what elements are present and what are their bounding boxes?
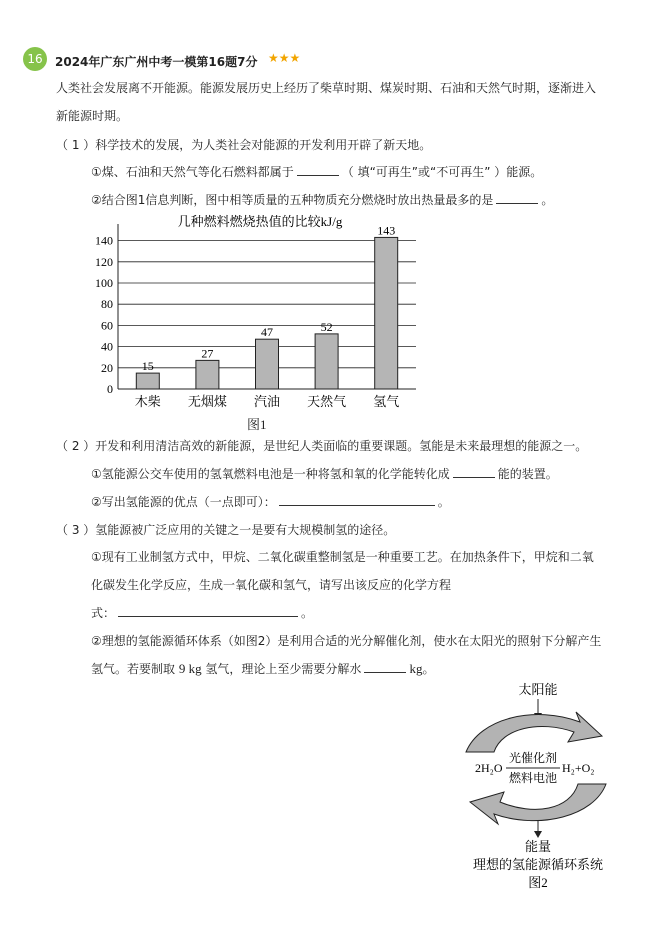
fuel-heat-bar-chart	[80, 210, 430, 435]
part3-q2-text-b: 氢气，理论上至少需要分解水	[205, 662, 362, 676]
question-header: 2024年广东广州中考一模第16题7分	[55, 55, 258, 69]
part2-question1	[91, 466, 558, 482]
y-tick-label: 120	[95, 254, 113, 269]
data-label: 52	[320, 319, 333, 334]
bottom-cycle-arrow	[470, 784, 606, 824]
category-label: 天然气	[307, 394, 347, 409]
figure1-caption: 图1	[247, 417, 267, 432]
hydrogen-cycle-diagram	[450, 680, 620, 892]
category-label: 氢气	[373, 394, 400, 409]
part2-q1-text-a: ①氢能源公交车使用的氢氧燃料电池是一种将氢和氧的化学能转化成	[91, 467, 450, 481]
energy-arrow-head	[534, 831, 542, 838]
part3-q1-text-b: 。	[301, 606, 314, 620]
part3-q2-text-a: 氢气。若要制取	[91, 662, 176, 676]
y-tick-label: 140	[95, 233, 113, 248]
y-tick-label: 0	[107, 382, 113, 396]
bar	[315, 334, 338, 389]
top-cycle-arrow	[466, 712, 602, 752]
bar	[136, 373, 159, 389]
hydrogen-oxygen-formula: H₂+O₂	[562, 761, 595, 775]
category-label: 汽油	[253, 394, 281, 409]
bar	[375, 237, 398, 389]
part2-q2-text-b: 。	[437, 495, 450, 509]
data-label: 27	[201, 346, 214, 361]
energy-label: 能量	[524, 839, 552, 854]
part1-question1	[91, 164, 542, 180]
answer-blank[interactable]	[453, 466, 495, 478]
figure2-title: 理想的氢能源循环系统	[472, 857, 604, 872]
part1-question2	[91, 192, 553, 208]
part2-q2-text-a: ②写出氢能源的优点（一点即可）：	[91, 495, 276, 509]
y-tick-label: 80	[101, 297, 113, 312]
part2-question2	[91, 494, 450, 510]
part1-q2-text-b: 。	[541, 193, 554, 207]
water-formula: 2H₂O	[475, 761, 503, 775]
part3-question1-line2: 化碳发生化学反应，生成一氧化碳和氢气，请写出该反应的化学方程	[91, 578, 452, 592]
chart-title: 几种燃料燃烧热值的比较kJ/g	[177, 214, 343, 229]
bar	[196, 360, 219, 389]
part1-q1-text-b: （ 填“可再生”或“不可再生” ）能源。	[341, 165, 543, 179]
part3-question1-line1: ①现有工业制氢方式中，甲烷、二氧化碳重整制氢是一种重要工艺。在加热条件下，甲烷和二氧	[91, 550, 594, 564]
y-tick-label: 20	[101, 360, 113, 375]
data-label: 47	[261, 325, 273, 340]
part3-question2-line2	[91, 661, 434, 677]
part1-title: （ 1 ）科学技术的发展，为人类社会对能源的开发利用开辟了新天地。	[56, 138, 432, 152]
intro-line-2: 新能源时期。	[56, 109, 129, 123]
category-label: 无烟煤	[187, 394, 227, 409]
part3-title: （ 3 ）氢能源被广泛应用的关键之一是要有大规模制氢的途径。	[56, 523, 396, 537]
intro-line-1: 人类社会发展离不开能源。能源发展历史上经历了柴草时期、煤炭时期、石油和天然气时期，逐渐进入	[56, 81, 597, 95]
data-label: 15	[141, 359, 154, 374]
y-tick-label: 100	[95, 276, 113, 290]
catalyst-label: 光催化剂	[508, 751, 558, 765]
part3-q1-text-a: 式：	[91, 606, 116, 620]
fuel-cell-label: 燃料电池	[508, 771, 558, 785]
part2-title: （ 2 ）开发和利用清洁高效的新能源，是世纪人类面临的重要课题。氢能是未来最理想的能源之一。	[56, 439, 588, 453]
y-tick-label: 60	[101, 318, 113, 333]
answer-blank[interactable]	[364, 661, 406, 673]
figure2-caption: 图2	[528, 875, 548, 890]
mass-value: 9 kg	[178, 661, 202, 676]
part2-q1-text-b: 能的装置。	[497, 467, 558, 481]
category-label: 木柴	[134, 394, 161, 409]
y-tick-label: 40	[101, 339, 113, 354]
bar	[256, 339, 279, 389]
chart-bars	[136, 237, 397, 389]
solar-energy-label: 太阳能	[518, 682, 558, 697]
part1-q2-text-a: ②结合图1信息判断，图中相等质量的五种物质充分燃烧时放出热量最多的是	[91, 193, 494, 207]
answer-blank[interactable]	[496, 192, 538, 204]
part3-question2-line1: ②理想的氢能源循环体系（如图2）是利用合适的光分解催化剂，使水在太阳光的照射下分解产生	[91, 634, 602, 648]
data-label: 143	[377, 223, 396, 238]
difficulty-stars: ★★★	[268, 51, 301, 65]
answer-blank[interactable]	[279, 494, 435, 506]
chart-category-labels	[135, 394, 399, 409]
question-number-badge: 16	[23, 47, 47, 71]
chart-y-ticks	[95, 234, 113, 396]
part3-question1-line3	[91, 605, 313, 621]
part1-q1-text-a: ①煤、石油和天然气等化石燃料都属于	[91, 165, 294, 179]
part3-q2-text-end: 。	[422, 662, 435, 676]
unit-kg: kg	[409, 661, 423, 676]
answer-blank[interactable]	[118, 605, 298, 617]
answer-blank[interactable]	[297, 164, 339, 176]
